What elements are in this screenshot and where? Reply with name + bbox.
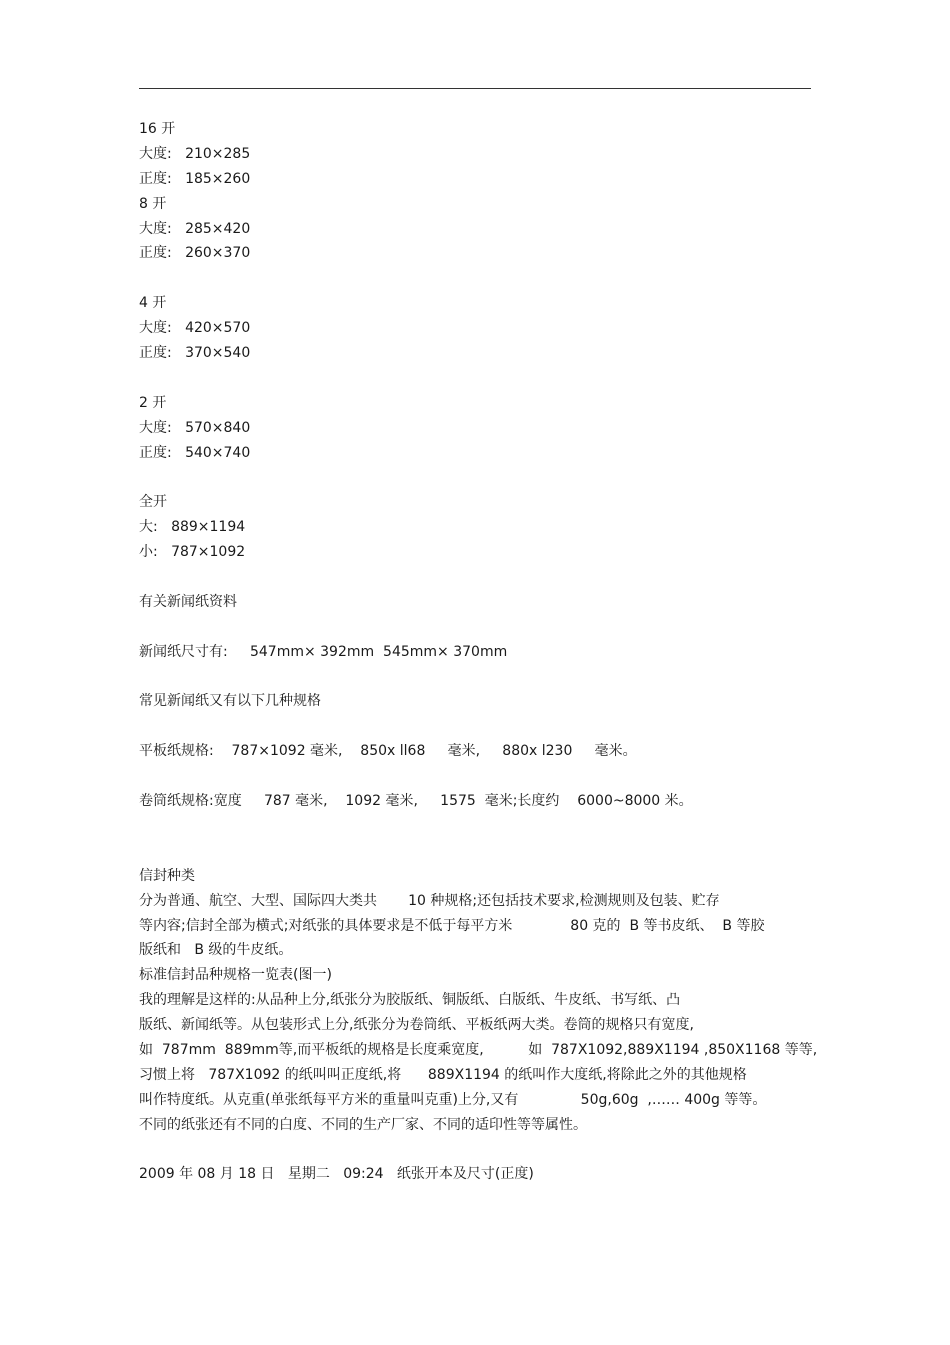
envelope-line: 等内容;信封全部为横式;对纸张的具体要求是不低于每平方米 80 克的 B 等书皮纸、 B 等胶 bbox=[139, 917, 765, 934]
size-row: 大度: 420×570 bbox=[139, 320, 251, 337]
size-section-full bbox=[139, 490, 819, 565]
size-row: 正度: 260×370 bbox=[139, 245, 251, 262]
envelope-line: 版纸和 B 级的牛皮纸。 bbox=[139, 942, 293, 959]
spacer bbox=[139, 764, 819, 789]
spacer bbox=[139, 465, 819, 490]
newsprint-roll: 卷筒纸规格:宽度 787 毫米, 1092 毫米, 1575 毫米;长度约 6000~8000 米。 bbox=[139, 793, 693, 810]
newsprint-flat: 平板纸规格: 787×1092 毫米, 850x ll68 毫米, 880x l230 毫米。 bbox=[139, 743, 637, 760]
size-row: 正度: 540×740 bbox=[139, 444, 251, 461]
size-row: 大: 889×1194 bbox=[139, 519, 246, 536]
newsprint-heading: 有关新闻纸资料 bbox=[139, 593, 237, 610]
size-title: 16 开 bbox=[139, 121, 176, 137]
envelope-line: 分为普通、航空、大型、国际四大类共 10 种规格;还包括技术要求,检测规则及包装、贮存 bbox=[139, 892, 720, 909]
envelope-line: 叫作特度纸。从克重(单张纸每平方米的重量叫克重)上分,又有 50g,60g ,…… 400g 等等。 bbox=[139, 1091, 767, 1108]
spacer bbox=[139, 714, 819, 739]
envelope-heading: 信封种类 bbox=[139, 867, 195, 884]
spacer bbox=[139, 814, 819, 864]
newsprint-common: 常见新闻纸又有以下几种规格 bbox=[139, 693, 321, 710]
size-title: 8 开 bbox=[139, 195, 167, 212]
envelope-line: 如 787mm 889mm等,而平板纸的规格是长度乘宽度, 如 787X1092,889X1194 ,850X1168 等等, bbox=[139, 1041, 818, 1058]
envelope-section bbox=[139, 864, 819, 1138]
envelope-line: 我的理解是这样的:从品种上分,纸张分为胶版纸、铜版纸、白版纸、牛皮纸、书写纸、凸 bbox=[139, 992, 681, 1009]
footer-date-title: 2009 年 08 月 18 日 星期二 09:24 纸张开本及尺寸(正度) bbox=[139, 1166, 534, 1183]
size-row: 正度: 370×540 bbox=[139, 345, 251, 362]
envelope-line: 标准信封品种规格一览表(图一) bbox=[139, 967, 332, 984]
size-section-16 bbox=[139, 117, 819, 192]
spacer bbox=[139, 366, 819, 391]
size-row: 正度: 185×260 bbox=[139, 170, 251, 187]
size-row: 大度: 570×840 bbox=[139, 419, 251, 436]
header-rule bbox=[139, 88, 811, 89]
newsprint-sizes: 新闻纸尺寸有: 547mm× 392mm 545mm× 370mm bbox=[139, 643, 508, 660]
size-row: 大度: 285×420 bbox=[139, 220, 251, 237]
size-section-8 bbox=[139, 192, 819, 267]
document-body bbox=[139, 117, 819, 1187]
size-title: 4 开 bbox=[139, 295, 167, 312]
spacer bbox=[139, 665, 819, 690]
size-title: 全开 bbox=[139, 494, 167, 511]
size-row: 小: 787×1092 bbox=[139, 544, 246, 561]
envelope-line: 版纸、新闻纸等。从包装形式上分,纸张分为卷筒纸、平板纸两大类。卷筒的规格只有宽度, bbox=[139, 1017, 694, 1034]
size-section-4 bbox=[139, 291, 819, 366]
size-section-2 bbox=[139, 391, 819, 466]
size-title: 2 开 bbox=[139, 394, 167, 411]
newsprint-section bbox=[139, 590, 819, 814]
envelope-line: 习惯上将 787X1092 的纸叫叫正度纸,将 889X1194 的纸叫作大度纸,将除此之外的其他规格 bbox=[139, 1066, 747, 1083]
envelope-line: 不同的纸张还有不同的白度、不同的生产厂家、不同的适印性等等属性。 bbox=[139, 1116, 587, 1133]
spacer bbox=[139, 266, 819, 291]
spacer bbox=[139, 1138, 819, 1163]
spacer bbox=[139, 615, 819, 640]
spacer bbox=[139, 565, 819, 590]
size-row: 大度: 210×285 bbox=[139, 145, 251, 162]
